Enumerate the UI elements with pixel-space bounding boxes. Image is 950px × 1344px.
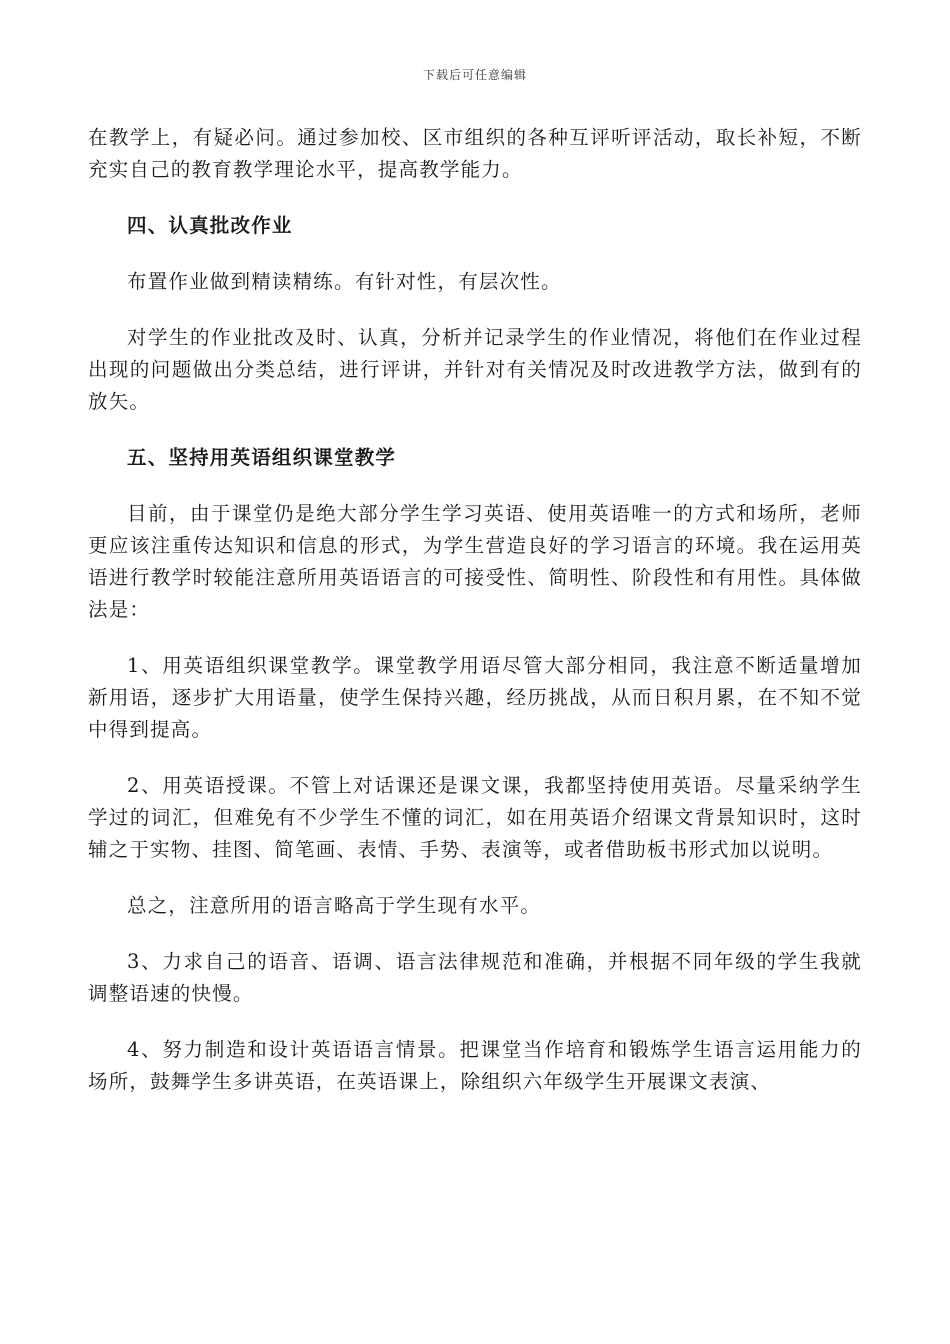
paragraph-homework-correction: 对学生的作业批改及时、认真，分析并记录学生的作业情况，将他们在作业过程出现的问题做出分类总结，进行评讲，并针对有关情况及时改进教学方法，做到有的放矢。 [88, 326, 862, 413]
section-heading-english-classroom: 五、坚持用英语组织课堂教学 [127, 446, 397, 469]
paragraph-method-4: 4、努力制造和设计英语语言情景。把课堂当作培育和锻炼学生语言运用能力的场所，鼓舞学生多讲英语，在英语课上，除组织六年级学生开展课文表演、 [88, 1038, 862, 1093]
paragraph-homework-assignment: 布置作业做到精读精练。有针对性，有层次性。 [127, 270, 562, 293]
page-header: 下载后可任意编辑 [422, 68, 527, 82]
paragraph-method-1: 1、用英语组织课堂教学。课堂教学用语尽管大部分相同，我注意不断适量增加新用语，逐步扩大用语量，使学生保持兴趣，经历挑战，从而日积月累，在不知不觉中得到提高。 [88, 654, 862, 741]
section-heading-homework: 四、认真批改作业 [127, 214, 293, 237]
paragraph-method-2: 2、用英语授课。不管上对话课还是课文课，我都坚持使用英语。尽量采纳学生学过的词汇，但难免有不少学生不懂的词汇，如在用英语介绍课文背景知识时，这时辅之于实物、挂图、简笔画、表情、手势、表演等，或者借助板书形式加以说明。 [88, 774, 862, 861]
paragraph-teaching-questions: 在教学上，有疑必问。通过参加校、区市组织的各种互评听评活动，取长补短，不断充实自己的教育教学理论水平，提高教学能力。 [88, 126, 862, 181]
paragraph-summary: 总之，注意所用的语言略高于学生现有水平。 [127, 894, 542, 917]
paragraph-method-3: 3、力求自己的语音、语调、语言法律规范和准确，并根据不同年级的学生我就调整语速的快慢。 [88, 950, 862, 1005]
document-body [88, 122, 862, 1122]
paragraph-classroom-environment: 目前，由于课堂仍是绝大部分学生学习英语、使用英语唯一的方式和场所，老师更应该注重传达知识和信息的形式，为学生营造良好的学习语言的环境。我在运用英语进行教学时较能注意所用英语语言的可接受性、简明性、阶段性和有用性。具体做法是： [88, 502, 862, 621]
